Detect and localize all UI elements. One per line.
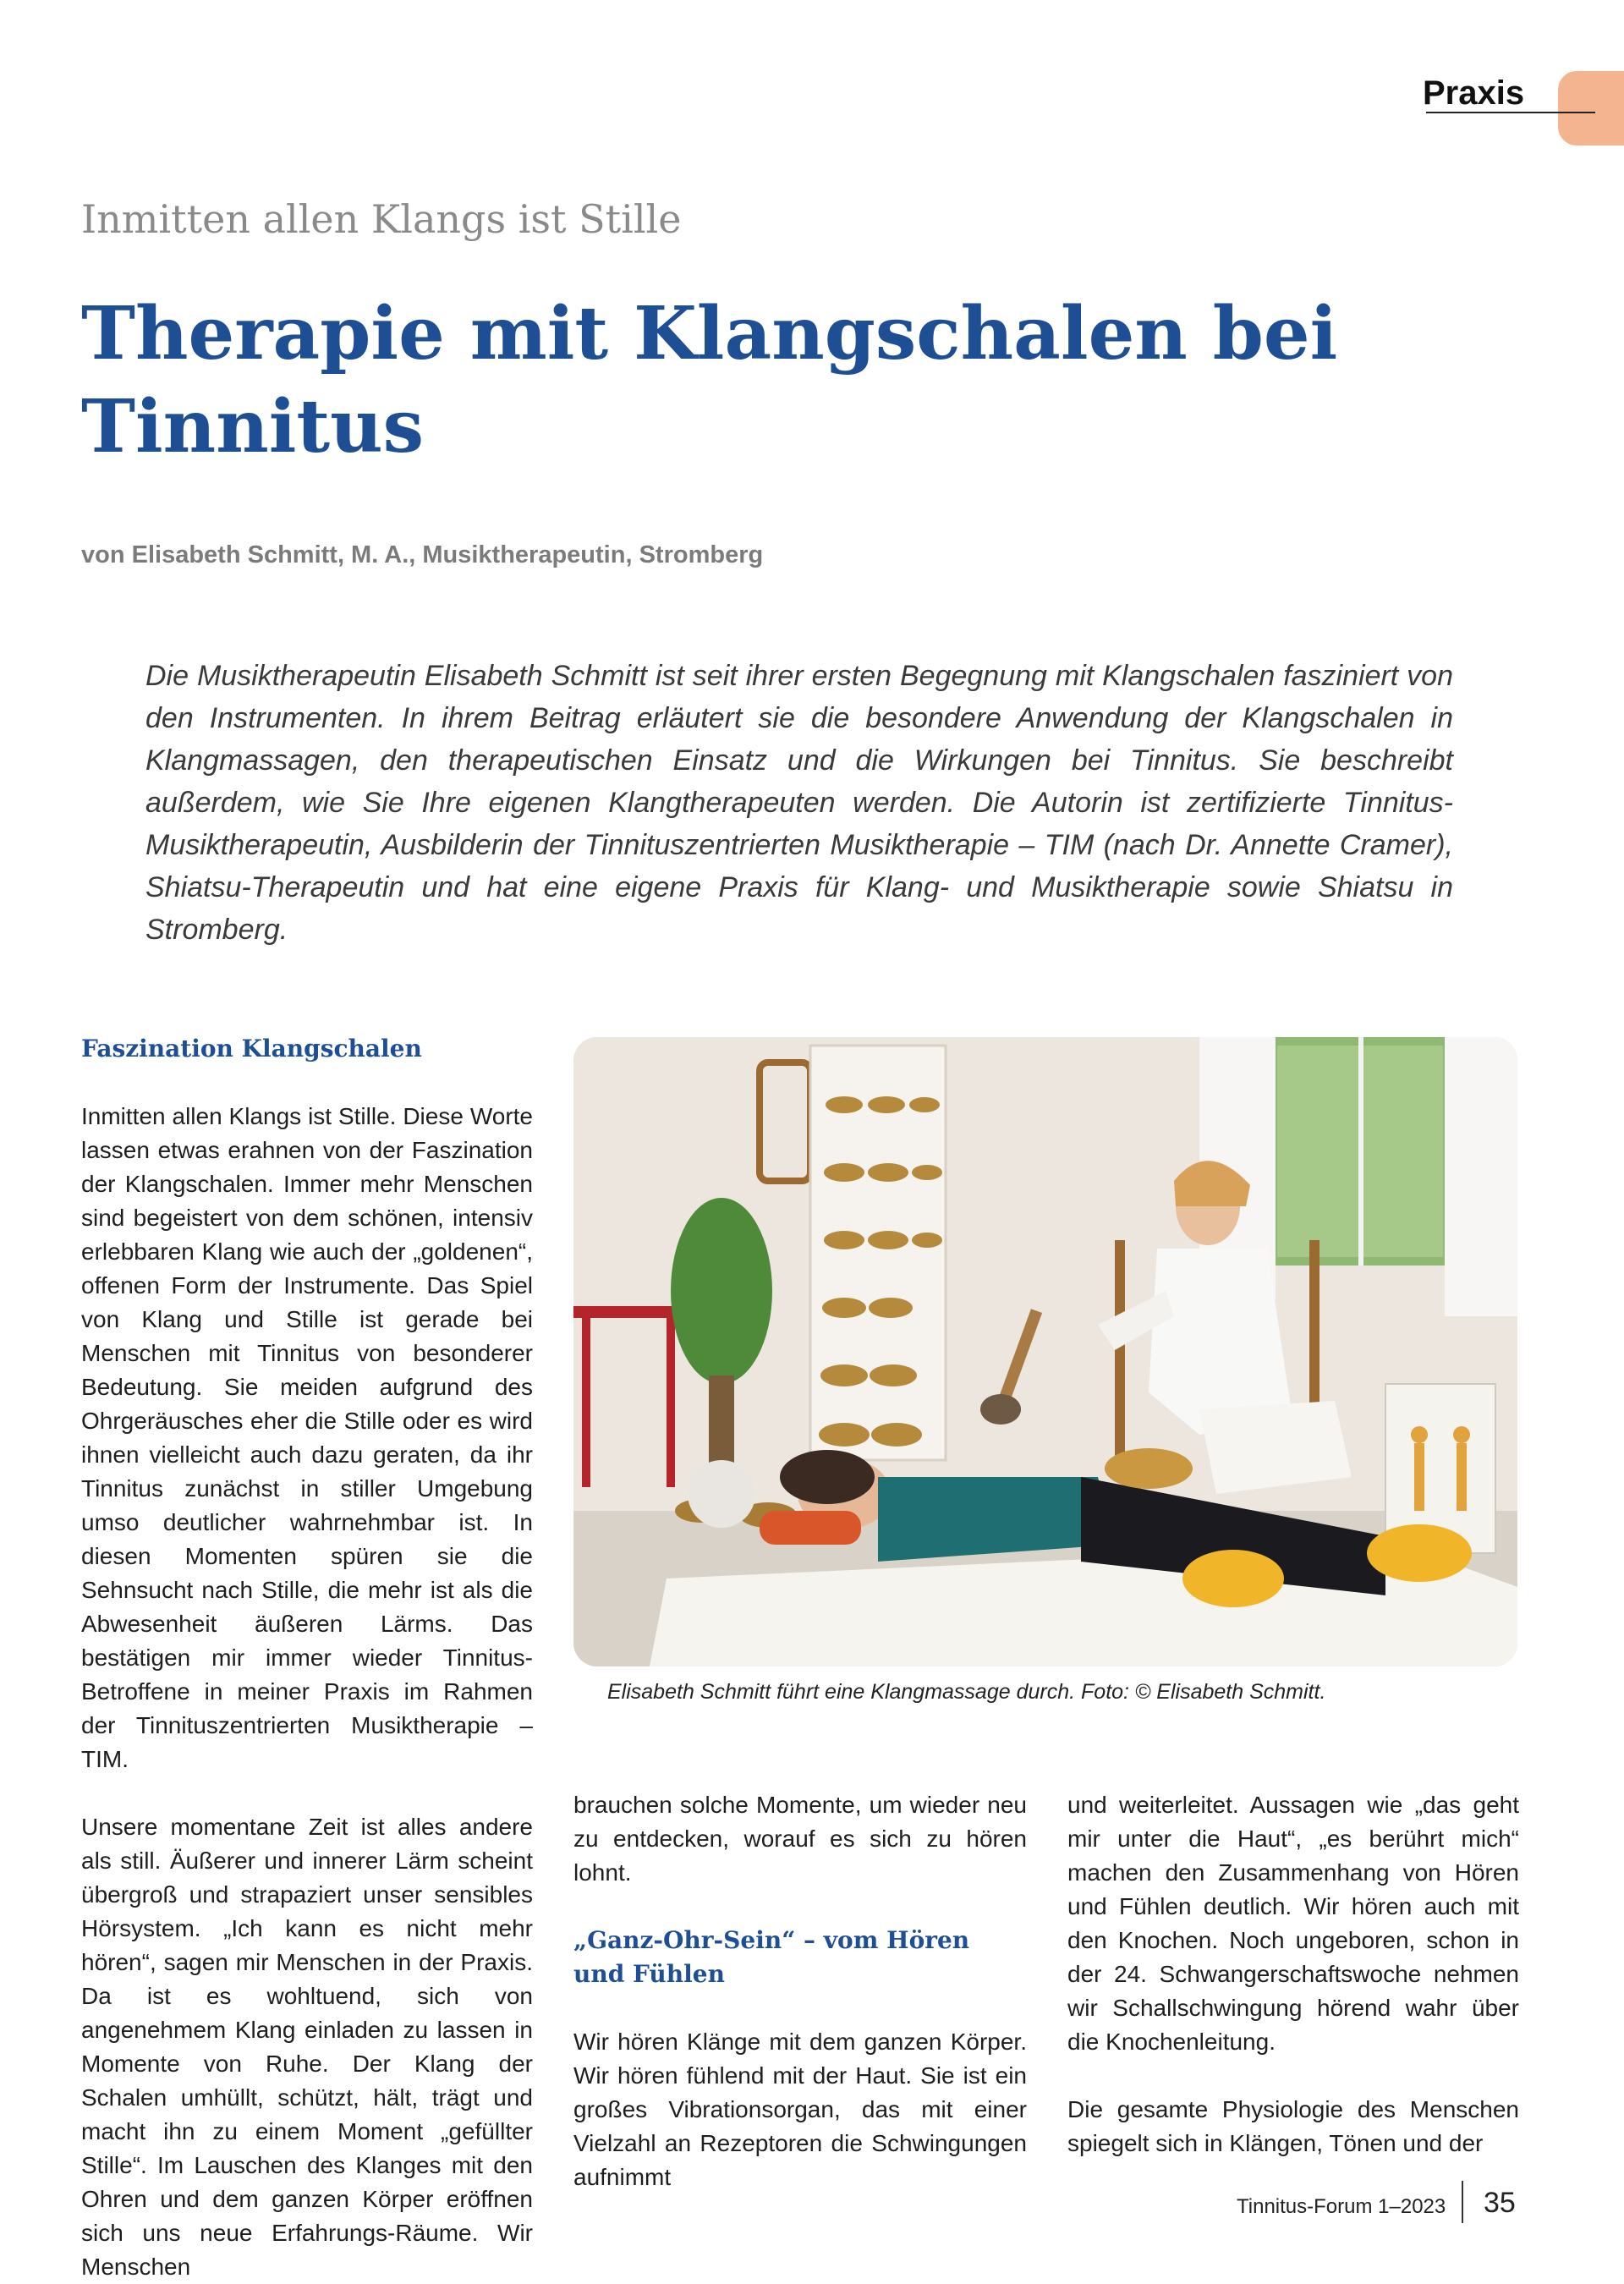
- photo-illustration: [573, 1037, 1517, 1666]
- section-rule: [1426, 112, 1595, 113]
- paragraph: Inmitten allen Klangs ist Stille. Diese Worte lassen etwas erahnen von der Faszination der Klangschalen. Immer mehr Menschen sind begeistert von dem schönen, intensiv erlebbaren Klang wie auch der „goldenen“, offenen Form der Instrumente. Das Spiel von Klang und Stille ist gerade bei Menschen mit Tinnitus von besonderer Bedeutung. Sie meiden aufgrund des Ohrgeräusches eher die Stille oder es wird ihnen vielleicht auch dazu geraten, da ihr Tinnitus zunächst in stiller Umgebung umso deutlicher wahrnehmbar ist. In diesen Momenten spüren sie die Sehnsucht nach Stille, die mehr ist als die Abwesenheit äußeren Lärms. Das bestätigen mir immer wieder Tinnitus-Betroffene in meiner Praxis im Rahmen der Tinnituszentrierten Musiktherapie – TIM.: [81, 1103, 533, 1772]
- section-heading-ganz-ohr-sein: „Ganz-Ohr-Sein“ – vom Hören und Fühlen: [573, 1926, 970, 1988]
- article-title-line-1: Therapie mit Klangschalen bei: [81, 291, 1338, 376]
- paragraph: Unsere momentane Zeit ist alles andere als still. Äußerer und innerer Lärm scheint übergroß und strapaziert unser sensibles Hörsystem. „Ich kann es nicht mehr hören“, sagen mir Menschen in der Praxis. Da ist es wohltuend, sich von angenehmem Klang einladen zu lassen in Momente von Ruhe. Der Klang der Schalen umhüllt, schützt, hält, trägt und macht ihn zu einem Moment „gefüllter Stille“. Im Lauschen des Klanges mit den Ohren und dem ganzen Körper eröffnen sich uns neue Erfahrungs-Räume. Wir Menschen: [81, 1814, 533, 2280]
- article-photo: [573, 1037, 1517, 1666]
- footer-divider: [1462, 2181, 1463, 2223]
- section-heading-faszination: Faszination Klangschalen: [81, 1035, 422, 1062]
- section-tab-marker: [1558, 71, 1624, 145]
- article-lead: Die Musiktherapeutin Elisabeth Schmitt ist seit ihrer ersten Begegnung mit Klangschalen fasziniert von den Instrumenten. In ihrem Beitrag erläutert sie die besondere Anwendung der Klangschalen in Klangmassagen, den therapeutischen Einsatz und die Wirkungen bei Tinnitus. Sie beschreibt außerdem, wie Sie Ihre eigenen Klangtherapeuten werden. Die Autorin ist zertifizierte Tinnitus-Musiktherapeutin, Ausbilderin der Tinnituszentrierten Musiktherapie – TIM (nach Dr. Annette Cramer), Shiatsu-Therapeutin und hat eine eigene Praxis für Klang- und Musiktherapie sowie Shiatsu in Stromberg.: [145, 660, 1453, 946]
- article-title: [81, 288, 1468, 474]
- photo-caption: Elisabeth Schmitt führt eine Klangmassage durch. Foto: © Elisabeth Schmitt.: [607, 1680, 1326, 1704]
- article-byline: von Elisabeth Schmitt, M. A., Musiktherapeutin, Stromberg: [81, 541, 764, 568]
- paragraph: Wir hören Klänge mit dem ganzen Körper. Wir hören fühlend mit der Haut. Sie ist ein großes Vibrationsorgan, das mit einer Vielzahl an Rezeptoren die Schwingungen aufnimmt: [573, 2029, 1027, 2190]
- section-label: Praxis: [1423, 74, 1525, 112]
- journal-name: Tinnitus-Forum 1–2023: [1237, 2195, 1446, 2218]
- paragraph: Die gesamte Physiologie des Menschen spiegelt sich in Klängen, Tönen und der: [1067, 2096, 1519, 2156]
- article-kicker: Inmitten allen Klangs ist Stille: [81, 196, 682, 242]
- column-2: [573, 1788, 1027, 2194]
- paragraph: brauchen solche Momente, um wieder neu zu entdecken, worauf es sich zu hören lohnt.: [573, 1792, 1027, 1886]
- article-title-line-2: Tinnitus: [81, 384, 425, 469]
- page-number: 35: [1484, 2187, 1516, 2219]
- paragraph: und weiterleitet. Aussagen wie „das geht mir unter die Haut“, „es berührt mich“ machen den Zusammenhang von Hören und Fühlen deutlich. Wir hören auch mit den Knochen. Noch ungeboren, schon in der 24. Schwangerschaftswoche nehmen wir Schallschwingung hörend wahr über die Knochenleitung.: [1067, 1792, 1519, 2055]
- column-3: [1067, 1788, 1519, 2160]
- column-1: [81, 1032, 533, 2284]
